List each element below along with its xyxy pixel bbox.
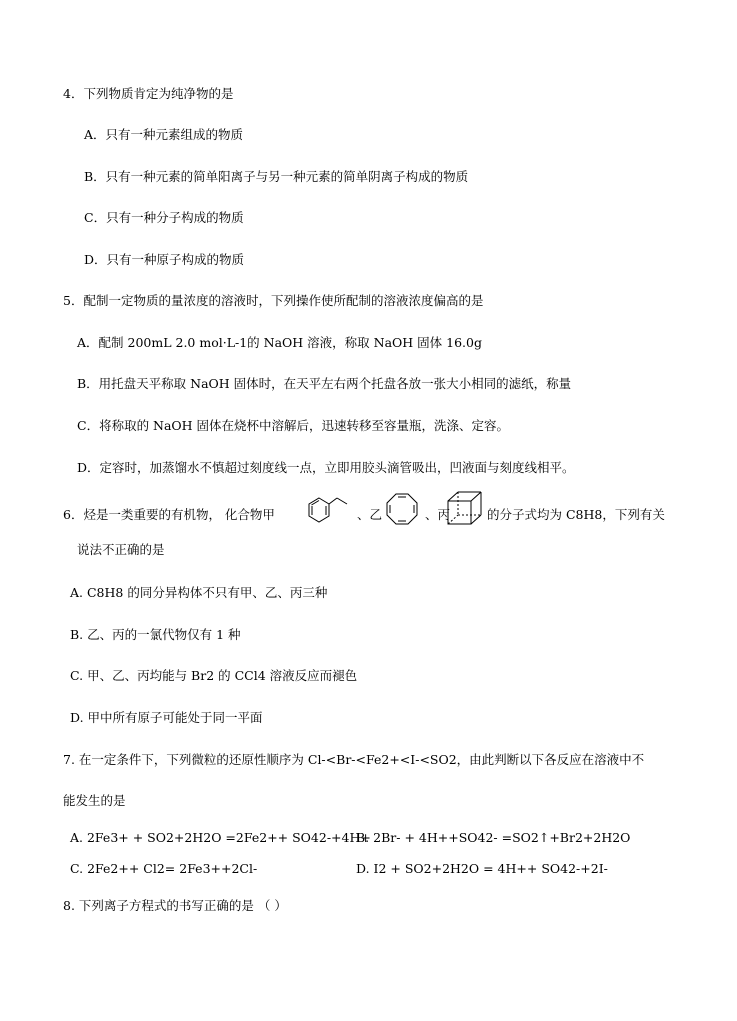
q6-stem-part4: 的分子式均为 C8H8，下列有关: [487, 507, 665, 522]
q8-stem: 8. 下列离子方程式的书写正确的是 （ ）: [63, 898, 287, 913]
q4-option-b: B．只有一种元素的简单阳离子与另一种元素的简单阴离子构成的物质: [84, 169, 469, 184]
q6-option-d: D. 甲中所有原子可能处于同一平面: [70, 710, 263, 725]
q6-stem-line2: 说法不正确的是: [77, 542, 165, 557]
q5-option-c: C．将称取的 NaOH 固体在烧杯中溶解后，迅速转移至容量瓶，洗涤、定容。: [77, 418, 510, 433]
q6-stem-part2: 、乙: [357, 507, 383, 522]
q7-stem-line2: 能发生的是: [63, 793, 126, 808]
styrene-structure-icon: [303, 490, 355, 526]
q6-stem-part3: 、丙: [425, 507, 451, 522]
q5-option-d: D．定容时，加蒸馏水不慎超过刻度线一点，立即用胶头滴管吸出，凹液面与刻度线相平。: [77, 460, 575, 475]
q4-stem: 4．下列物质肯定为纯净物的是: [63, 86, 234, 101]
q4-option-c: C．只有一种分子构成的物质: [84, 210, 244, 225]
q4-option-d: D．只有一种原子构成的物质: [84, 252, 245, 267]
q7-option-c: C. 2Fe2++ Cl2= 2Fe3++2Cl-: [70, 861, 258, 876]
q4-option-a: A．只有一种元素组成的物质: [84, 127, 244, 142]
cubane-structure-icon: [446, 490, 484, 526]
q6-option-c: C. 甲、乙、丙均能与 Br2 的 CCl4 溶液反应而褪色: [70, 668, 358, 683]
q7-option-d: D. I2 + SO2+2H2O = 4H++ SO42-+2I-: [356, 861, 608, 876]
q6-stem-part1: 6．烃是一类重要的有机物， 化合物甲: [63, 507, 275, 522]
q5-option-a: A．配制 200mL 2.0 mol·L-1的 NaOH 溶液，称取 NaOH 固体 16.0g: [77, 335, 482, 350]
q5-stem: 5．配制一定物质的量浓度的溶液时，下列操作使所配制的溶液浓度偏高的是: [63, 293, 484, 308]
q7-stem-line1: 7. 在一定条件下，下列微粒的还原性顺序为 Cl-<Br-<Fe2+<I-<SO2，由此判断以下各反应在溶液中不: [63, 752, 645, 767]
q5-option-b: B．用托盘天平称取 NaOH 固体时，在天平左右两个托盘各放一张大小相同的滤纸，称量: [77, 376, 572, 391]
cyclooctatetraene-structure-icon: [382, 491, 422, 527]
q6-option-a: A. C8H8 的同分异构体不只有甲、乙、丙三种: [70, 585, 328, 600]
q7-option-b: B. 2Br- + 4H++SO42- =SO2↑+Br2+2H2O: [356, 830, 631, 845]
q6-option-b: B. 乙、丙的一氯代物仅有 1 种: [70, 627, 241, 642]
q7-option-a: A. 2Fe3+ + SO2+2H2O =2Fe2++ SO42-+4H+: [70, 830, 371, 845]
